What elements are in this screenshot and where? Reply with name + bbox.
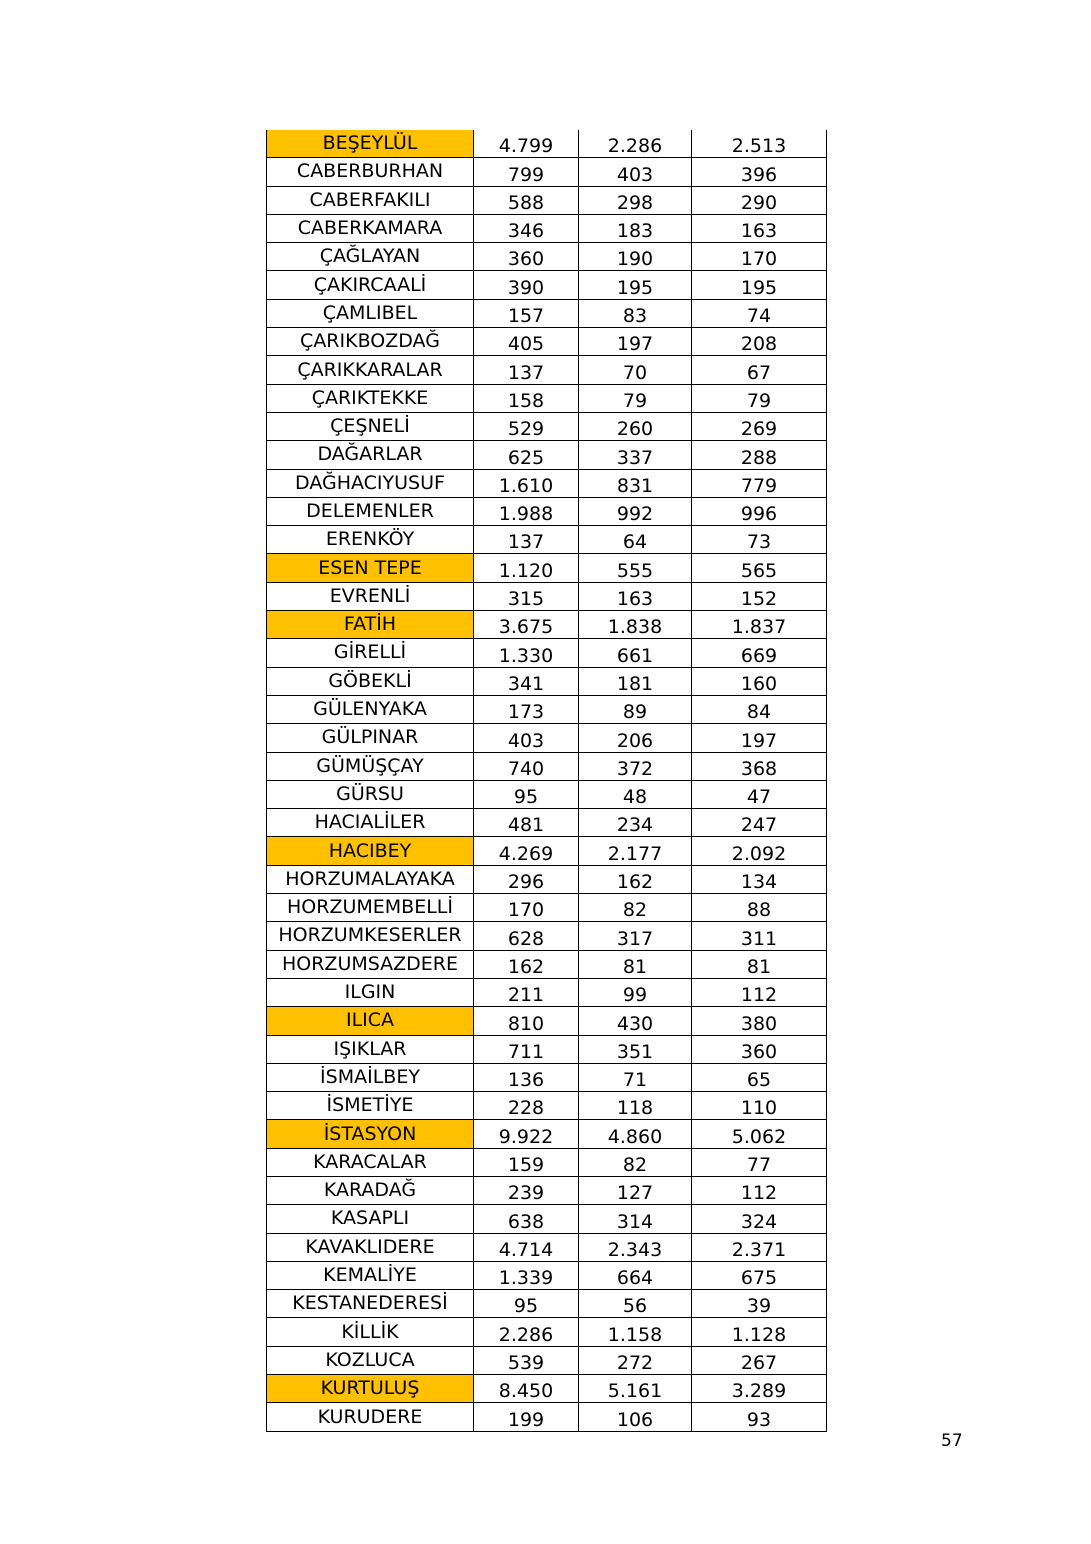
value-cell-3: 81: [692, 950, 827, 978]
neighborhood-name-cell: GÖBEKLİ: [267, 667, 474, 695]
neighborhood-name-cell: HACIALİLER: [267, 809, 474, 837]
value-cell-1: 638: [474, 1205, 579, 1233]
value-cell-2: 82: [579, 1148, 692, 1176]
value-cell-2: 1.838: [579, 611, 692, 639]
neighborhood-name-cell: KARADAĞ: [267, 1176, 474, 1204]
neighborhood-name-cell: ÇAĞLAYAN: [267, 243, 474, 271]
value-cell-1: 211: [474, 978, 579, 1006]
table-row: [267, 1403, 827, 1431]
neighborhood-name-cell: ILICA: [267, 1007, 474, 1035]
neighborhood-name-cell: İSTASYON: [267, 1120, 474, 1148]
value-cell-3: 996: [692, 497, 827, 525]
neighborhood-name-cell: CABERFAKILI: [267, 186, 474, 214]
table-row: [267, 469, 827, 497]
table-row: [267, 1318, 827, 1346]
value-cell-1: 158: [474, 384, 579, 412]
value-cell-3: 5.062: [692, 1120, 827, 1148]
value-cell-2: 4.860: [579, 1120, 692, 1148]
table-row: [267, 1205, 827, 1233]
table-row: [267, 554, 827, 582]
table-row: [267, 328, 827, 356]
value-cell-1: 711: [474, 1035, 579, 1063]
neighborhood-name-cell: EVRENLİ: [267, 582, 474, 610]
value-cell-1: 4.714: [474, 1233, 579, 1261]
value-cell-2: 351: [579, 1035, 692, 1063]
table-row: [267, 894, 827, 922]
value-cell-1: 625: [474, 441, 579, 469]
value-cell-3: 152: [692, 582, 827, 610]
table-row: [267, 837, 827, 865]
neighborhood-name-cell: KURUDERE: [267, 1403, 474, 1431]
table-row: [267, 667, 827, 695]
value-cell-1: 539: [474, 1346, 579, 1374]
value-cell-1: 1.339: [474, 1261, 579, 1289]
table-row: [267, 865, 827, 893]
value-cell-2: 1.158: [579, 1318, 692, 1346]
value-cell-1: 137: [474, 526, 579, 554]
table-row: [267, 412, 827, 440]
value-cell-2: 79: [579, 384, 692, 412]
neighborhood-name-cell: KEMALİYE: [267, 1261, 474, 1289]
neighborhood-name-cell: HORZUMSAZDERE: [267, 950, 474, 978]
value-cell-2: 555: [579, 554, 692, 582]
value-cell-3: 267: [692, 1346, 827, 1374]
neighborhood-name-cell: KOZLUCA: [267, 1346, 474, 1374]
value-cell-2: 5.161: [579, 1375, 692, 1403]
value-cell-1: 588: [474, 186, 579, 214]
table-row: [267, 1176, 827, 1204]
table-row: [267, 1346, 827, 1374]
value-cell-2: 190: [579, 243, 692, 271]
table-row: [267, 752, 827, 780]
value-cell-2: 162: [579, 865, 692, 893]
value-cell-2: 234: [579, 809, 692, 837]
value-cell-2: 99: [579, 978, 692, 1006]
value-cell-1: 1.330: [474, 639, 579, 667]
table-row: [267, 978, 827, 1006]
table-row: [267, 695, 827, 723]
value-cell-2: 183: [579, 214, 692, 242]
neighborhood-name-cell: ERENKÖY: [267, 526, 474, 554]
value-cell-3: 368: [692, 752, 827, 780]
value-cell-1: 228: [474, 1092, 579, 1120]
value-cell-3: 197: [692, 724, 827, 752]
table-row: [267, 130, 827, 158]
value-cell-1: 159: [474, 1148, 579, 1176]
value-cell-3: 77: [692, 1148, 827, 1176]
value-cell-1: 137: [474, 356, 579, 384]
neighborhood-name-cell: IŞIKLAR: [267, 1035, 474, 1063]
neighborhood-name-cell: DELEMENLER: [267, 497, 474, 525]
value-cell-3: 324: [692, 1205, 827, 1233]
value-cell-2: 206: [579, 724, 692, 752]
table-row: [267, 214, 827, 242]
value-cell-2: 337: [579, 441, 692, 469]
value-cell-2: 298: [579, 186, 692, 214]
table-row: [267, 158, 827, 186]
table-row: [267, 186, 827, 214]
table-row: [267, 1063, 827, 1091]
value-cell-2: 89: [579, 695, 692, 723]
value-cell-1: 3.675: [474, 611, 579, 639]
neighborhood-name-cell: CABERKAMARA: [267, 214, 474, 242]
value-cell-1: 170: [474, 894, 579, 922]
neighborhood-name-cell: FATİH: [267, 611, 474, 639]
value-cell-1: 136: [474, 1063, 579, 1091]
table-body: [267, 130, 827, 1431]
value-cell-2: 81: [579, 950, 692, 978]
value-cell-1: 95: [474, 780, 579, 808]
value-cell-2: 195: [579, 271, 692, 299]
value-cell-2: 82: [579, 894, 692, 922]
neighborhood-name-cell: HORZUMEMBELLİ: [267, 894, 474, 922]
table-row: [267, 271, 827, 299]
value-cell-1: 4.799: [474, 130, 579, 158]
table-row: [267, 1035, 827, 1063]
value-cell-2: 70: [579, 356, 692, 384]
value-cell-3: 360: [692, 1035, 827, 1063]
value-cell-2: 71: [579, 1063, 692, 1091]
value-cell-1: 810: [474, 1007, 579, 1035]
value-cell-1: 628: [474, 922, 579, 950]
value-cell-3: 1.128: [692, 1318, 827, 1346]
value-cell-3: 779: [692, 469, 827, 497]
value-cell-3: 247: [692, 809, 827, 837]
value-cell-1: 173: [474, 695, 579, 723]
neighborhood-name-cell: KAVAKLIDERE: [267, 1233, 474, 1261]
neighborhood-name-cell: DAĞHACIYUSUF: [267, 469, 474, 497]
value-cell-2: 831: [579, 469, 692, 497]
value-cell-2: 317: [579, 922, 692, 950]
table-row: [267, 950, 827, 978]
value-cell-2: 2.177: [579, 837, 692, 865]
value-cell-3: 160: [692, 667, 827, 695]
table-row: [267, 356, 827, 384]
value-cell-1: 1.120: [474, 554, 579, 582]
neighborhood-name-cell: ESEN TEPE: [267, 554, 474, 582]
table-row: [267, 922, 827, 950]
value-cell-1: 239: [474, 1176, 579, 1204]
value-cell-2: 403: [579, 158, 692, 186]
value-cell-3: 396: [692, 158, 827, 186]
table-row: [267, 1233, 827, 1261]
value-cell-2: 106: [579, 1403, 692, 1431]
table-row: [267, 809, 827, 837]
value-cell-3: 311: [692, 922, 827, 950]
value-cell-1: 199: [474, 1403, 579, 1431]
table-row: [267, 1375, 827, 1403]
table-row: [267, 497, 827, 525]
table-row: [267, 1290, 827, 1318]
value-cell-3: 74: [692, 299, 827, 327]
value-cell-3: 2.371: [692, 1233, 827, 1261]
value-cell-1: 403: [474, 724, 579, 752]
value-cell-3: 195: [692, 271, 827, 299]
value-cell-3: 380: [692, 1007, 827, 1035]
table-row: [267, 1007, 827, 1035]
neighborhood-name-cell: DAĞARLAR: [267, 441, 474, 469]
value-cell-3: 565: [692, 554, 827, 582]
value-cell-2: 664: [579, 1261, 692, 1289]
table-row: [267, 582, 827, 610]
table-row: [267, 1120, 827, 1148]
value-cell-3: 110: [692, 1092, 827, 1120]
value-cell-3: 134: [692, 865, 827, 893]
value-cell-3: 269: [692, 412, 827, 440]
neighborhood-name-cell: GÜLENYAKA: [267, 695, 474, 723]
value-cell-1: 405: [474, 328, 579, 356]
table-row: [267, 611, 827, 639]
neighborhood-name-cell: GİRELLİ: [267, 639, 474, 667]
neighborhood-name-cell: İSMETİYE: [267, 1092, 474, 1120]
value-cell-1: 799: [474, 158, 579, 186]
table-row: [267, 780, 827, 808]
value-cell-1: 4.269: [474, 837, 579, 865]
neighborhood-name-cell: KURTULUŞ: [267, 1375, 474, 1403]
value-cell-2: 118: [579, 1092, 692, 1120]
value-cell-3: 669: [692, 639, 827, 667]
neighborhood-name-cell: ÇAMLIBEL: [267, 299, 474, 327]
neighborhood-name-cell: HACIBEY: [267, 837, 474, 865]
value-cell-1: 740: [474, 752, 579, 780]
value-cell-3: 65: [692, 1063, 827, 1091]
value-cell-2: 314: [579, 1205, 692, 1233]
value-cell-2: 2.286: [579, 130, 692, 158]
value-cell-2: 64: [579, 526, 692, 554]
neighborhood-name-cell: KASAPLI: [267, 1205, 474, 1233]
neighborhood-name-cell: GÜLPINAR: [267, 724, 474, 752]
neighborhood-name-cell: KESTANEDERESİ: [267, 1290, 474, 1318]
value-cell-2: 56: [579, 1290, 692, 1318]
value-cell-2: 197: [579, 328, 692, 356]
value-cell-3: 170: [692, 243, 827, 271]
neighborhood-name-cell: HORZUMKESERLER: [267, 922, 474, 950]
value-cell-3: 73: [692, 526, 827, 554]
table-row: [267, 1092, 827, 1120]
value-cell-1: 162: [474, 950, 579, 978]
neighborhood-name-cell: CABERBURHAN: [267, 158, 474, 186]
value-cell-3: 3.289: [692, 1375, 827, 1403]
neighborhood-name-cell: ÇARIKTEKKE: [267, 384, 474, 412]
value-cell-2: 2.343: [579, 1233, 692, 1261]
table-row: [267, 639, 827, 667]
value-cell-3: 112: [692, 978, 827, 1006]
value-cell-1: 1.988: [474, 497, 579, 525]
value-cell-2: 48: [579, 780, 692, 808]
value-cell-2: 83: [579, 299, 692, 327]
neighborhood-name-cell: ÇEŞNELİ: [267, 412, 474, 440]
value-cell-1: 296: [474, 865, 579, 893]
value-cell-1: 360: [474, 243, 579, 271]
page-number: 57: [941, 1431, 963, 1451]
value-cell-2: 430: [579, 1007, 692, 1035]
neighborhood-name-cell: ÇARIKKARALAR: [267, 356, 474, 384]
value-cell-1: 341: [474, 667, 579, 695]
value-cell-2: 127: [579, 1176, 692, 1204]
value-cell-1: 157: [474, 299, 579, 327]
value-cell-3: 1.837: [692, 611, 827, 639]
neighborhood-name-cell: İSMAİLBEY: [267, 1063, 474, 1091]
value-cell-2: 260: [579, 412, 692, 440]
value-cell-3: 2.513: [692, 130, 827, 158]
value-cell-2: 163: [579, 582, 692, 610]
neighborhood-name-cell: HORZUMALAYAKA: [267, 865, 474, 893]
value-cell-2: 992: [579, 497, 692, 525]
value-cell-1: 2.286: [474, 1318, 579, 1346]
value-cell-3: 675: [692, 1261, 827, 1289]
value-cell-3: 39: [692, 1290, 827, 1318]
value-cell-3: 84: [692, 695, 827, 723]
value-cell-1: 346: [474, 214, 579, 242]
table-row: [267, 724, 827, 752]
table-row: [267, 299, 827, 327]
neighborhood-name-cell: ÇAKIRCAALİ: [267, 271, 474, 299]
value-cell-1: 95: [474, 1290, 579, 1318]
value-cell-2: 272: [579, 1346, 692, 1374]
neighborhood-name-cell: KARACALAR: [267, 1148, 474, 1176]
table-row: [267, 243, 827, 271]
neighborhood-name-cell: ILGIN: [267, 978, 474, 1006]
value-cell-3: 2.092: [692, 837, 827, 865]
value-cell-3: 47: [692, 780, 827, 808]
value-cell-3: 88: [692, 894, 827, 922]
neighborhood-name-cell: BEŞEYLÜL: [267, 130, 474, 158]
value-cell-3: 112: [692, 1176, 827, 1204]
value-cell-3: 288: [692, 441, 827, 469]
value-cell-1: 390: [474, 271, 579, 299]
value-cell-3: 163: [692, 214, 827, 242]
neighborhood-name-cell: GÜMÜŞÇAY: [267, 752, 474, 780]
neighborhood-population-table: [266, 130, 827, 1432]
value-cell-3: 67: [692, 356, 827, 384]
value-cell-2: 661: [579, 639, 692, 667]
table-row: [267, 1148, 827, 1176]
value-cell-1: 481: [474, 809, 579, 837]
value-cell-3: 290: [692, 186, 827, 214]
table-row: [267, 526, 827, 554]
value-cell-3: 208: [692, 328, 827, 356]
value-cell-3: 79: [692, 384, 827, 412]
neighborhood-name-cell: GÜRSU: [267, 780, 474, 808]
value-cell-2: 372: [579, 752, 692, 780]
table-row: [267, 1261, 827, 1289]
value-cell-1: 315: [474, 582, 579, 610]
neighborhood-name-cell: KİLLİK: [267, 1318, 474, 1346]
value-cell-2: 181: [579, 667, 692, 695]
value-cell-1: 9.922: [474, 1120, 579, 1148]
value-cell-3: 93: [692, 1403, 827, 1431]
value-cell-1: 8.450: [474, 1375, 579, 1403]
table-row: [267, 384, 827, 412]
table-row: [267, 441, 827, 469]
neighborhood-name-cell: ÇARIKBOZDAĞ: [267, 328, 474, 356]
value-cell-1: 1.610: [474, 469, 579, 497]
value-cell-1: 529: [474, 412, 579, 440]
